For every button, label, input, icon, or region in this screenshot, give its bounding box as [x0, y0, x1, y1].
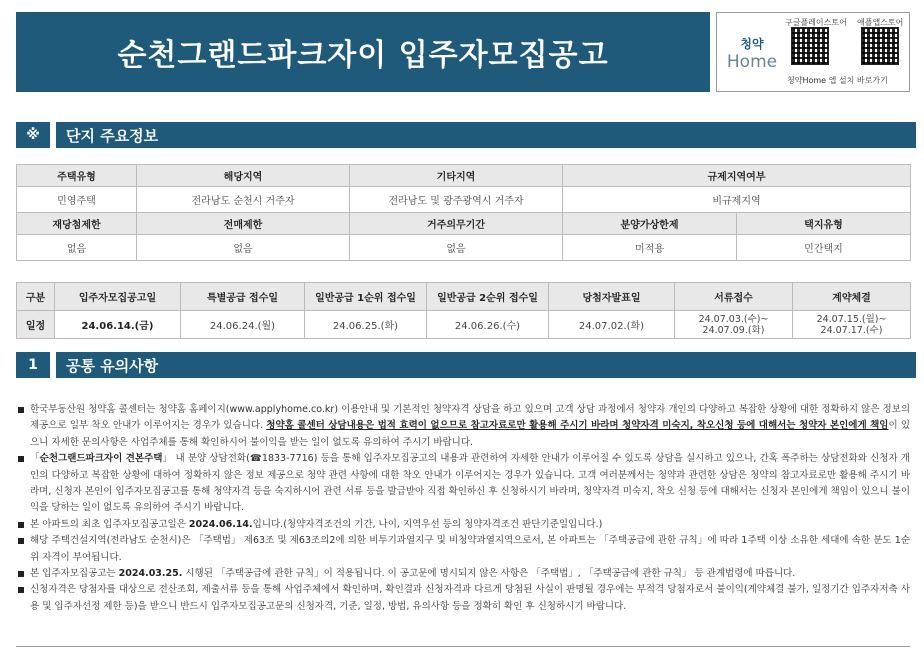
docs-start-date: 24.07.03.(수)~: [698, 313, 769, 325]
table-cell: 민간택지: [737, 235, 911, 261]
note-emphasis: 청약홈 콜센터 상담내용은 법적 효력이 없으므로 참고자료로만 활용해 주시기 바라며 청약자격 미숙지, 착오신청 등에 대해서는 청약자 본인에게 책임: [266, 420, 889, 432]
table-cell: 없음: [137, 235, 350, 261]
note-emphasis: 2024.06.14.: [188, 518, 253, 530]
table-cell: 없음: [350, 235, 563, 261]
logo-english-text: Home: [726, 52, 778, 72]
table-header-cell: 해당지역: [137, 165, 350, 187]
table-cell: 24.06.14.(금): [55, 311, 181, 339]
note-emphasis: 순천그랜드파크자이 견본주택: [39, 453, 163, 465]
table-cell: 미적용: [563, 235, 737, 261]
section-title: 단지 주요정보: [56, 122, 916, 148]
table-header-row: [17, 283, 911, 311]
table-cell: 민영주택: [17, 187, 137, 213]
table-cell: 24.06.25.(화): [305, 311, 427, 339]
section-common-notes-header: [16, 352, 916, 378]
note-text: 한국부동산원 청약홈 콜센터는 청약홈 홈페이지(www.applyhome.co.kr) 이용안내 및 기본적인 청약자격 상담을 하고 있으며 고객 상담 과정에서 청약자 개인의 다양하고 복잡한 상황에 대한 정확하지 않은 정보의 제공으로 일부 착오 안내가 이루어지는 경우가 있습니다.: [30, 404, 910, 432]
note-text: 이 있으니 자세한 문의사항은 사업주체를 통해 확인하시어 불이익을 받는 일이 없도록 유의하여 주시기 바랍니다.: [30, 420, 910, 448]
section-number: 1: [16, 352, 50, 378]
table-header-cell: 전매제한: [137, 213, 350, 235]
table-cell: 없음: [17, 235, 137, 261]
note-emphasis: 2024.03.25.: [118, 568, 183, 580]
docs-end-date: 24.07.09.(화): [702, 324, 765, 336]
list-item: [16, 402, 910, 451]
table-row: [17, 311, 911, 339]
google-play-label: 구글플레이스토어: [785, 18, 847, 27]
table-header-cell: 기타지역: [350, 165, 563, 187]
list-item: [16, 566, 910, 582]
section-marker: ※: [16, 122, 50, 148]
logo-korean-text: 청약: [740, 37, 764, 51]
table-row: [17, 187, 911, 213]
app-store-label: 애플앱스토어: [857, 18, 904, 27]
table-header-cell: 서류접수: [675, 283, 793, 311]
qr-caption: 청약Home 앱 설치 바로가기: [787, 76, 888, 85]
list-item: 신청자격은 당첨자를 대상으로 전산조회, 제출서류 등을 통해 사업주체에서 확인하며, 확인결과 신청자격과 다르게 당첨된 사실이 판명될 경우에는 부적격 당첨자로서 불이익(계약체결 불가, 일정기간 입주자저축 사용 및 입주자선정 제한 등)을 받으니 반드시 입주자모집공고문의 신청자격, 기준, 일정, 방법, 유의사항 등을 정확히 확인 후 신청하시기 바랍니다.: [16, 582, 910, 615]
table-header-row: [17, 213, 911, 235]
bottom-divider: [16, 646, 910, 647]
note-text: 시행된 「주택공급에 관한 규칙」이 적용됩니다. 이 공고문에 명시되지 않은 사항은 「주택법」, 「주택공급에 관한 규칙」 등 관계법령에 따릅니다.: [182, 568, 796, 580]
page-title: 순천그랜드파크자이 입주자모집공고: [117, 38, 609, 73]
table-cell: [675, 311, 793, 339]
table-cell: [793, 311, 911, 339]
app-promo-box: [716, 12, 910, 92]
title-banner: [16, 12, 710, 92]
table-cell: 24.07.02.(화): [549, 311, 675, 339]
contract-end-date: 24.07.17.(수): [820, 324, 883, 336]
contract-start-date: 24.07.15.(월)~: [816, 313, 887, 325]
table-header-row: [17, 165, 911, 187]
table-header-cell: 규제지역여부: [563, 165, 911, 187]
table-header-cell: 주택유형: [17, 165, 137, 187]
section-title: 공통 유의사항: [56, 352, 916, 378]
table-header-cell: 분양가상한제: [563, 213, 737, 235]
note-text: 본 아파트의 최초 입주자모집공고일은: [30, 518, 189, 530]
table-cell: 24.06.26.(수): [427, 311, 549, 339]
table-header-cell: 당첨자발표일: [549, 283, 675, 311]
applyhome-logo: [723, 35, 781, 72]
note-text: 」 내 분양 상담전화(☎1833-7716) 등을 통해 입주자모집공고의 내용과 관련하여 자세한 안내가 이루어질 수 있도록 상담을 실시하고 있으나, 간혹 폭주하는 상담전화와 신청자 개인의 다양하고 복잡한 상황에 대하여 정확하지 않은 정보 제공으로 청약 관련 사항에 대한 착오 안내가 이루어지는 경우가 있습니다. 고객 여러분께서는 청약과 관련한 상담은 청약의 참고자료로만 활용해 주시기 바라며, 신청자 본인이 입주자모집공고를 통해 청약자격 등을 숙지하시어 관련 서류 등을 발급받아 직접 확인하신 후 신청하시기 바라며, 청약자격 미숙지, 착오 신청 등에 대해서는 신청자 본인에게 책임이 있으니 불이익을 당하는 일이 없도록 유의하여 주시기 바랍니다.: [30, 453, 910, 514]
complex-info-table: [16, 164, 911, 261]
list-item: [16, 451, 910, 517]
note-text: 「: [30, 453, 40, 465]
table-header-cell: 일반공급 1순위 접수일: [305, 283, 427, 311]
list-item: [16, 517, 910, 533]
app-store-qr-icon[interactable]: [861, 27, 899, 65]
note-text: 본 입주자모집공고는: [30, 568, 119, 580]
table-header-cell: 계약체결: [793, 283, 911, 311]
table-header-cell: 거주의무기간: [350, 213, 563, 235]
list-item: 해당 주택건설지역(전라남도 순천시)은 「주택법」 제63조 및 제63조의2에 의한 비투기과열지구 및 비청약과열지역으로서, 본 아파트는 「주택공급에 관한 규칙」에 따라 1주택 이상 소유한 세대에 속한 분도 1순위 자격이 부여됩니다.: [16, 533, 910, 566]
schedule-table: [16, 282, 911, 339]
section-complex-info-header: [16, 122, 916, 148]
table-header-cell: 특별공급 접수일: [181, 283, 305, 311]
table-cell: 24.06.24.(월): [181, 311, 305, 339]
table-row: [17, 235, 911, 261]
table-header-cell: 재당첨제한: [17, 213, 137, 235]
note-text: 입니다.(청약자격조건의 기간, 나이, 지역우선 등의 청약자격조건 판단기준일입니다.): [252, 518, 603, 530]
table-cell: 전라남도 및 광주광역시 거주자: [350, 187, 563, 213]
table-header-cell: 입주자모집공고일: [55, 283, 181, 311]
notes-list: [16, 402, 910, 615]
row-label: 일정: [17, 311, 55, 339]
table-header-cell: 일반공급 2순위 접수일: [427, 283, 549, 311]
table-header-cell: 택지유형: [737, 213, 911, 235]
table-cell: 비규제지역: [563, 187, 911, 213]
table-cell: 전라남도 순천시 거주자: [137, 187, 350, 213]
page-header: [16, 12, 910, 92]
table-header-cell: 구분: [17, 283, 55, 311]
google-play-qr-icon[interactable]: [791, 27, 829, 65]
